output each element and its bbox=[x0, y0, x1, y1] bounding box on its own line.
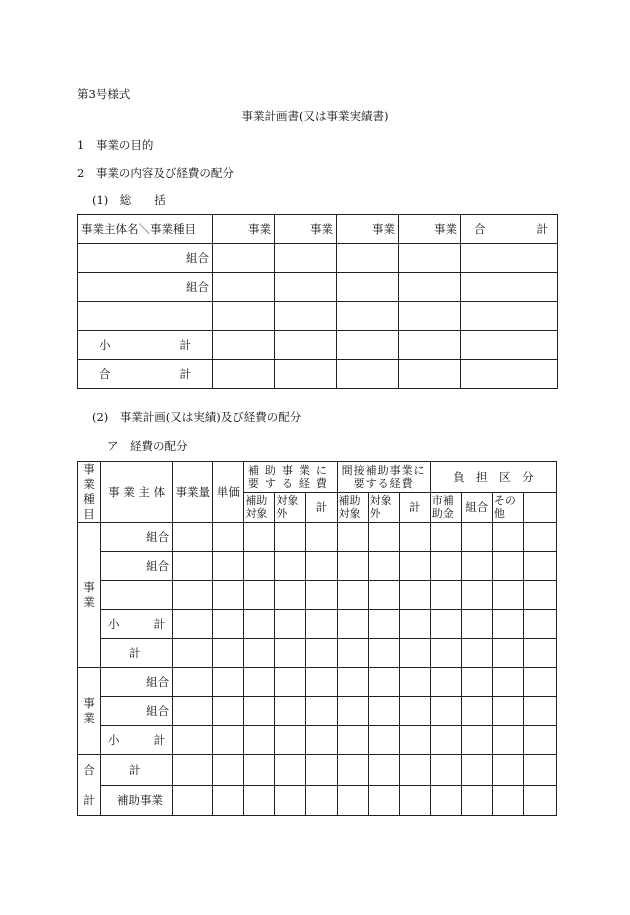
alloc-cell bbox=[275, 755, 306, 786]
alloc-cell bbox=[368, 785, 399, 816]
alloc-subtotal-label bbox=[101, 610, 173, 639]
alloc-cell bbox=[213, 523, 244, 552]
alloc-cell bbox=[523, 552, 556, 581]
summary-cell bbox=[213, 331, 275, 360]
header-burden: 負 担 区 分 bbox=[430, 462, 556, 493]
alloc-cell bbox=[173, 726, 213, 755]
alloc-cell bbox=[275, 697, 306, 726]
alloc-cell bbox=[368, 726, 399, 755]
alloc-cell bbox=[213, 639, 244, 668]
summary-cell bbox=[337, 302, 399, 331]
alloc-subtotal-label bbox=[101, 726, 173, 755]
alloc-cell bbox=[523, 785, 556, 816]
alloc-cell bbox=[523, 726, 556, 755]
alloc-cell bbox=[244, 755, 275, 786]
alloc-cell bbox=[213, 697, 244, 726]
alloc-cell bbox=[244, 523, 275, 552]
alloc-cell bbox=[523, 610, 556, 639]
alloc-cell bbox=[213, 755, 244, 786]
alloc-cell bbox=[523, 492, 556, 523]
alloc-cell bbox=[461, 668, 492, 697]
alloc-row bbox=[78, 668, 557, 697]
summary-row bbox=[78, 273, 558, 302]
alloc-cell bbox=[337, 755, 368, 786]
summary-cell bbox=[275, 360, 337, 389]
summary-header-total bbox=[461, 215, 558, 244]
summary-subtotal-a: 小 bbox=[99, 338, 111, 352]
alloc-cell bbox=[492, 610, 523, 639]
alloc-cell bbox=[306, 552, 337, 581]
alloc-cell bbox=[306, 755, 337, 786]
alloc-cell bbox=[213, 726, 244, 755]
alloc-subtotal-b: 計 bbox=[153, 733, 166, 747]
alloc-cell bbox=[368, 697, 399, 726]
alloc-cell bbox=[430, 726, 461, 755]
section-2-1-heading: (1) 総 括 bbox=[92, 193, 166, 207]
section-2-heading: 2 事業の内容及び経費の配分 bbox=[77, 166, 234, 180]
sub-union: 組合 bbox=[461, 492, 492, 523]
alloc-row bbox=[78, 581, 557, 610]
alloc-cell bbox=[461, 610, 492, 639]
summary-row bbox=[78, 244, 558, 273]
summary-header-total-b: 計 bbox=[536, 222, 548, 236]
alloc-cell bbox=[173, 785, 213, 816]
alloc-subtotal-a: 小 bbox=[108, 733, 120, 747]
header-entity: 事 業 主 体 bbox=[101, 462, 173, 523]
sub-total: 計 bbox=[399, 492, 430, 523]
summary-header-row bbox=[78, 215, 558, 244]
alloc-cell bbox=[399, 610, 430, 639]
alloc-cell bbox=[430, 523, 461, 552]
summary-cell bbox=[461, 360, 558, 389]
alloc-cell bbox=[430, 552, 461, 581]
alloc-cell bbox=[337, 639, 368, 668]
alloc-cell bbox=[399, 581, 430, 610]
alloc-cell bbox=[244, 581, 275, 610]
alloc-cell bbox=[244, 639, 275, 668]
alloc-cell bbox=[492, 785, 523, 816]
section-2-2-heading: (2) 事業計画(又は実績)及び経費の配分 bbox=[92, 410, 302, 424]
summary-table bbox=[77, 214, 558, 389]
summary-subtotal-label bbox=[78, 331, 213, 360]
alloc-cell bbox=[523, 668, 556, 697]
summary-header-project: 事業 bbox=[337, 215, 399, 244]
alloc-cell bbox=[275, 785, 306, 816]
alloc-cell bbox=[430, 610, 461, 639]
alloc-subtotal-row bbox=[78, 726, 557, 755]
alloc-cell bbox=[306, 668, 337, 697]
summary-cell bbox=[399, 273, 461, 302]
alloc-cell bbox=[337, 668, 368, 697]
header-quantity: 事業量 bbox=[173, 462, 213, 523]
alloc-cell bbox=[523, 639, 556, 668]
alloc-cell bbox=[337, 610, 368, 639]
alloc-cell bbox=[492, 697, 523, 726]
alloc-cell bbox=[244, 668, 275, 697]
summary-total-label bbox=[78, 360, 213, 389]
alloc-cell bbox=[368, 581, 399, 610]
document-title: 事業計画書(又は事業実績書) bbox=[241, 109, 389, 123]
summary-cell bbox=[213, 273, 275, 302]
summary-cell bbox=[461, 302, 558, 331]
summary-row bbox=[78, 302, 558, 331]
header-category bbox=[78, 462, 101, 523]
summary-header-entity: 事業主体名＼事業種目 bbox=[78, 215, 213, 244]
sub-subsidy-target: 補助対象 bbox=[337, 492, 368, 523]
alloc-cell bbox=[368, 523, 399, 552]
alloc-cell bbox=[492, 523, 523, 552]
alloc-cell bbox=[275, 523, 306, 552]
alloc-cell bbox=[430, 755, 461, 786]
alloc-cell bbox=[492, 639, 523, 668]
alloc-cell bbox=[244, 785, 275, 816]
alloc-cell bbox=[399, 785, 430, 816]
alloc-row-label: 組合 bbox=[101, 552, 173, 581]
group-1-label bbox=[78, 523, 101, 668]
alloc-grand-total-row bbox=[78, 755, 557, 786]
summary-cell bbox=[461, 331, 558, 360]
alloc-cell bbox=[337, 581, 368, 610]
alloc-cell bbox=[213, 610, 244, 639]
summary-cell bbox=[275, 331, 337, 360]
header-indirect-cost: 間接補助事業に要する経費 bbox=[337, 462, 430, 493]
alloc-cell bbox=[461, 523, 492, 552]
alloc-cell bbox=[306, 726, 337, 755]
alloc-cell bbox=[430, 581, 461, 610]
alloc-cell bbox=[275, 726, 306, 755]
alloc-cell bbox=[337, 697, 368, 726]
alloc-cell bbox=[244, 726, 275, 755]
section-2-2-a-heading: ア 経費の配分 bbox=[107, 439, 188, 453]
alloc-cell bbox=[275, 581, 306, 610]
summary-cell bbox=[213, 360, 275, 389]
alloc-cell bbox=[461, 697, 492, 726]
alloc-cell bbox=[461, 785, 492, 816]
alloc-cell bbox=[306, 639, 337, 668]
alloc-total-label: 計 bbox=[101, 639, 173, 668]
alloc-subtotal-row bbox=[78, 610, 557, 639]
summary-cell bbox=[337, 331, 399, 360]
summary-subtotal-b: 計 bbox=[179, 338, 191, 352]
sub-non-target: 対象外 bbox=[368, 492, 399, 523]
alloc-subtotal-b: 計 bbox=[153, 617, 166, 631]
alloc-cell bbox=[173, 552, 213, 581]
summary-total-a: 合 bbox=[99, 367, 111, 381]
alloc-cell bbox=[173, 755, 213, 786]
group-1-label-text: 事業 bbox=[83, 580, 95, 609]
alloc-cell bbox=[492, 668, 523, 697]
alloc-subsidy-project-row bbox=[78, 785, 557, 816]
summary-total-row bbox=[78, 360, 558, 389]
alloc-cell bbox=[337, 523, 368, 552]
alloc-cell bbox=[368, 552, 399, 581]
alloc-cell bbox=[399, 755, 430, 786]
alloc-cell bbox=[173, 610, 213, 639]
alloc-subsidy-project-label: 補助事業 bbox=[101, 785, 173, 816]
alloc-row bbox=[78, 552, 557, 581]
alloc-cell bbox=[399, 697, 430, 726]
expense-allocation-table bbox=[77, 461, 557, 816]
group-3-label-text: 合計 bbox=[83, 763, 95, 807]
alloc-row-label: 組合 bbox=[101, 697, 173, 726]
alloc-cell bbox=[368, 639, 399, 668]
alloc-cell bbox=[399, 726, 430, 755]
alloc-grand-total-label: 計 bbox=[101, 755, 173, 786]
header-category-text: 事業種目 bbox=[83, 462, 95, 521]
alloc-cell bbox=[368, 668, 399, 697]
alloc-cell bbox=[523, 523, 556, 552]
alloc-cell bbox=[492, 552, 523, 581]
alloc-row-label: 組合 bbox=[101, 668, 173, 697]
alloc-cell bbox=[306, 610, 337, 639]
alloc-cell bbox=[213, 552, 244, 581]
summary-cell bbox=[275, 273, 337, 302]
alloc-cell bbox=[306, 697, 337, 726]
alloc-cell bbox=[244, 552, 275, 581]
summary-cell bbox=[399, 302, 461, 331]
alloc-cell bbox=[244, 697, 275, 726]
sub-other: その他 bbox=[492, 492, 523, 523]
alloc-cell bbox=[173, 639, 213, 668]
alloc-cell bbox=[213, 581, 244, 610]
alloc-row bbox=[78, 697, 557, 726]
summary-subtotal-row bbox=[78, 331, 558, 360]
summary-total-b: 計 bbox=[179, 367, 191, 381]
group-2-label bbox=[78, 668, 101, 755]
summary-row-label bbox=[78, 302, 213, 331]
alloc-cell bbox=[461, 639, 492, 668]
summary-header-project: 事業 bbox=[399, 215, 461, 244]
header-subsidy-cost: 補助事業に要する経費 bbox=[244, 462, 337, 493]
alloc-row-label: 組合 bbox=[101, 523, 173, 552]
summary-cell bbox=[461, 273, 558, 302]
alloc-cell bbox=[430, 668, 461, 697]
alloc-cell bbox=[244, 610, 275, 639]
alloc-cell bbox=[173, 581, 213, 610]
summary-cell bbox=[337, 360, 399, 389]
alloc-cell bbox=[523, 755, 556, 786]
alloc-cell bbox=[337, 785, 368, 816]
alloc-cell bbox=[368, 610, 399, 639]
alloc-header-row-1 bbox=[78, 462, 557, 493]
alloc-row-label bbox=[101, 581, 173, 610]
alloc-cell bbox=[306, 581, 337, 610]
summary-header-total-a: 合 bbox=[474, 222, 486, 236]
alloc-cell bbox=[492, 755, 523, 786]
sub-total: 計 bbox=[306, 492, 337, 523]
summary-row-label: 組合 bbox=[78, 244, 213, 273]
alloc-cell bbox=[430, 785, 461, 816]
alloc-cell bbox=[173, 523, 213, 552]
sub-non-target: 対象外 bbox=[275, 492, 306, 523]
summary-row-label: 組合 bbox=[78, 273, 213, 302]
header-unit-price: 単価 bbox=[213, 462, 244, 523]
alloc-cell bbox=[275, 610, 306, 639]
summary-cell bbox=[275, 244, 337, 273]
alloc-cell bbox=[461, 552, 492, 581]
alloc-cell bbox=[337, 552, 368, 581]
alloc-cell bbox=[461, 726, 492, 755]
alloc-cell bbox=[213, 785, 244, 816]
alloc-cell bbox=[492, 581, 523, 610]
alloc-cell bbox=[275, 639, 306, 668]
alloc-cell bbox=[430, 697, 461, 726]
alloc-cell bbox=[461, 755, 492, 786]
group-3-label bbox=[78, 755, 101, 816]
alloc-cell bbox=[275, 668, 306, 697]
alloc-row bbox=[78, 523, 557, 552]
alloc-cell bbox=[213, 668, 244, 697]
alloc-cell bbox=[399, 639, 430, 668]
summary-cell bbox=[461, 244, 558, 273]
summary-cell bbox=[337, 273, 399, 302]
summary-cell bbox=[399, 331, 461, 360]
section-1-heading: 1 事業の目的 bbox=[77, 138, 154, 152]
alloc-cell bbox=[275, 552, 306, 581]
alloc-cell bbox=[399, 552, 430, 581]
summary-cell bbox=[399, 244, 461, 273]
sub-city-subsidy: 市補助金 bbox=[430, 492, 461, 523]
sub-subsidy-target: 補助対象 bbox=[244, 492, 275, 523]
summary-cell bbox=[213, 302, 275, 331]
alloc-cell bbox=[306, 785, 337, 816]
alloc-cell bbox=[368, 755, 399, 786]
alloc-cell bbox=[399, 523, 430, 552]
alloc-cell bbox=[173, 668, 213, 697]
alloc-cell bbox=[337, 726, 368, 755]
alloc-cell bbox=[430, 639, 461, 668]
alloc-cell bbox=[399, 668, 430, 697]
form-number: 第3号様式 bbox=[77, 87, 131, 101]
summary-cell bbox=[275, 302, 337, 331]
summary-cell bbox=[213, 244, 275, 273]
alloc-cell bbox=[461, 581, 492, 610]
alloc-cell bbox=[306, 523, 337, 552]
summary-header-project: 事業 bbox=[275, 215, 337, 244]
alloc-cell bbox=[523, 581, 556, 610]
alloc-cell bbox=[173, 697, 213, 726]
alloc-total-row bbox=[78, 639, 557, 668]
summary-cell bbox=[337, 244, 399, 273]
group-2-label-text: 事業 bbox=[83, 696, 95, 725]
summary-cell bbox=[399, 360, 461, 389]
alloc-subtotal-a: 小 bbox=[108, 617, 120, 631]
summary-header-project: 事業 bbox=[213, 215, 275, 244]
alloc-cell bbox=[492, 726, 523, 755]
alloc-cell bbox=[523, 697, 556, 726]
